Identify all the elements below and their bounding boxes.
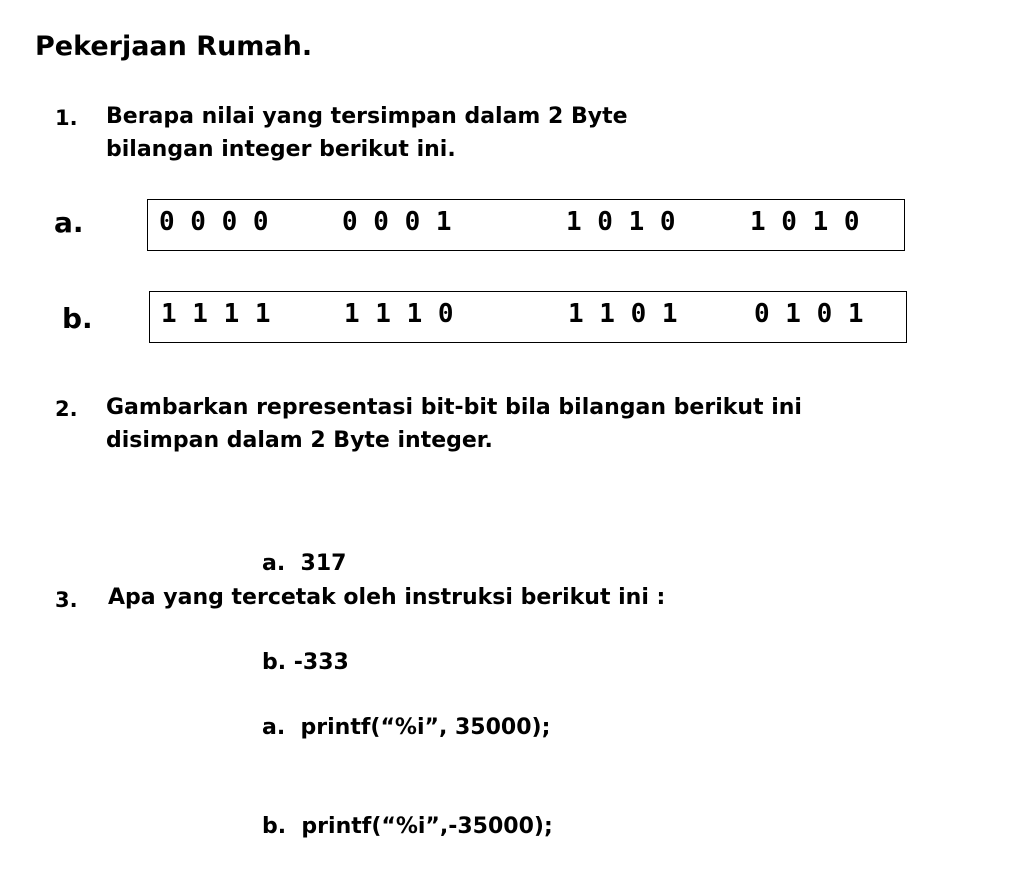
question-1-text — [106, 100, 628, 166]
question-1a-label: a. — [54, 206, 84, 239]
bit-box-b — [149, 291, 907, 343]
question-2-line-1: Gambarkan representasi bit-bit bila bilangan berikut ini — [106, 395, 802, 420]
question-1-number: 1. — [55, 106, 78, 130]
bit-group-b-3: 1 1 0 1 — [568, 299, 678, 329]
bit-group-a-4: 1 0 1 0 — [750, 207, 860, 237]
bit-group-a-2: 0 0 0 1 — [342, 207, 452, 237]
bit-group-a-3: 1 0 1 0 — [566, 207, 676, 237]
question-1b-label: b. — [62, 302, 93, 335]
question-2-item-b: b. -333 — [262, 650, 349, 675]
question-3-number: 3. — [55, 588, 78, 612]
question-3-item-b: b. printf(“%i”,-35000); — [262, 814, 553, 839]
page-title: Pekerjaan Rumah. — [35, 31, 313, 62]
question-3-item-a: a. printf(“%i”, 35000); — [262, 715, 551, 740]
question-2-item-a: a. 317 — [262, 551, 347, 576]
bit-group-a-1: 0 0 0 0 — [159, 207, 269, 237]
question-2-text — [106, 391, 802, 457]
question-1-line-1: Berapa nilai yang tersimpan dalam 2 Byte — [106, 104, 628, 129]
bit-group-b-4: 0 1 0 1 — [754, 299, 864, 329]
bit-group-b-2: 1 1 1 0 — [344, 299, 454, 329]
question-2-number: 2. — [55, 397, 78, 421]
bit-group-b-1: 1 1 1 1 — [161, 299, 271, 329]
bit-box-a — [147, 199, 905, 251]
question-3-text: Apa yang tercetak oleh instruksi berikut ini : — [108, 585, 666, 610]
question-2-line-2: disimpan dalam 2 Byte integer. — [106, 428, 493, 453]
question-3-items — [262, 645, 553, 876]
question-1-line-2: bilangan integer berikut ini. — [106, 137, 456, 162]
